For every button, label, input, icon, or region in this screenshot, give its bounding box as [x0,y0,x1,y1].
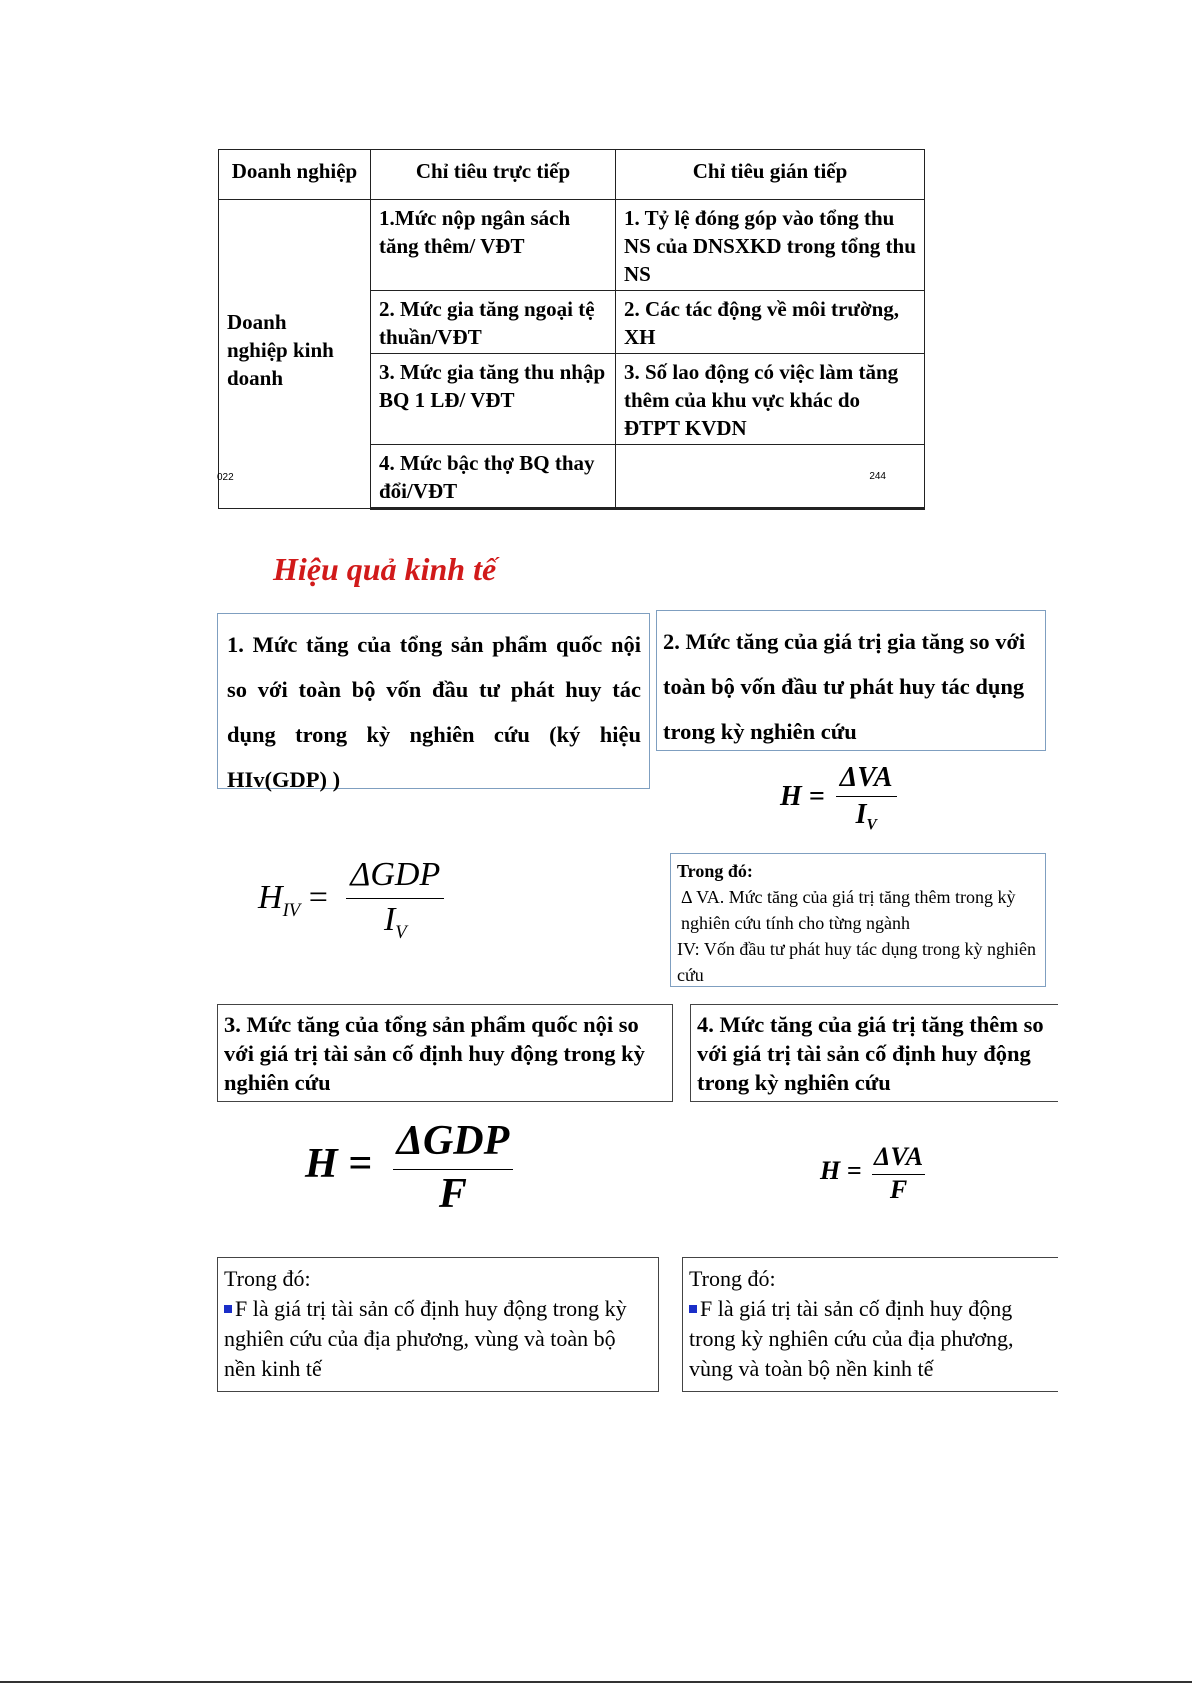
formula-denominator: $I_V$ [855,799,877,834]
group-label: Doanh nghiệp kinh doanh [227,310,334,390]
page-bottom-rule [0,1681,1192,1683]
formula-fraction [872,1142,925,1205]
note-title: Trong đó: [689,1266,776,1291]
indicator-box-1 [217,613,650,792]
formula-lhs: H = [780,780,825,812]
note-line: Δ VA. Mức tăng của giá trị tăng thêm trong kỳ nghiên cứu tính cho từng ngành [681,887,1016,933]
formula-denominator: F [438,1171,467,1217]
note-title: Trong đó: [224,1266,311,1291]
direct-cell: 3. Mức gia tăng thu nhập BQ 1 LĐ/ VĐT [371,354,616,445]
square-bullet-icon [689,1305,697,1313]
note-title: Trong đó: [677,861,753,881]
formula-numerator: ΔGDP [393,1117,514,1170]
indicator-box-2 [656,610,1046,751]
footer-right-number: 244 [869,471,886,482]
note-va-box [670,853,1046,987]
direct-cell: 4. Mức bậc thợ BQ thay đổi/VĐT [371,445,616,509]
table-row [219,200,925,291]
indicator-box-4-text: 4. Mức tăng của giá trị tăng thêm so với giá trị tài sản cố định huy động trong kỳ nghiên cứu [697,1012,1044,1095]
note-line: F là giá trị tài sản cố định huy động trong kỳ nghiên cứu của địa phương, vùng và toàn bộ nền kinh tế [224,1296,627,1381]
group-label-cell [219,200,371,509]
indicator-box-1-text: 1. Mức tăng của tổng sản phẩm quốc nội so với toàn bộ vốn đầu tư phát huy tác dụng trong kỳ nghiên cứu (ký hiệu HIv(GDP) ) [227,632,641,792]
direct-cell: 2. Mức gia tăng ngoại tệ thuần/VĐT [371,291,616,354]
formula-denominator: $I_V$ [383,901,407,943]
square-bullet-icon [224,1305,232,1313]
formula-numerator: ΔGDP [346,856,444,899]
formula-lhs: H = [820,1156,862,1186]
indicator-box-2-text: 2. Mức tăng của giá trị gia tăng so với toàn bộ vốn đầu tư phát huy tác dụng trong kỳ nghiên cứu [663,629,1026,744]
indirect-cell: 1. Tỷ lệ đóng góp vào tổng thu NS của DNSXKD trong tổng thu NS [616,200,925,291]
table-header-row [219,150,925,200]
formula-numerator: ΔVA [836,762,897,797]
formula-denominator: F [889,1175,908,1204]
indirect-cell: 3. Số lao động có việc làm tăng thêm của khu vực khác do ĐTPT KVDN [616,354,925,445]
indicator-box-3-text: 3. Mức tăng của tổng sản phẩm quốc nội so với giá trị tài sản cố định huy động trong kỳ nghiên cứu [224,1012,645,1095]
formula-lhs: $H_{IV}$ = [258,878,328,921]
formula-gdp-iv [258,856,444,944]
indicator-box-3 [217,1004,673,1102]
indirect-cell [616,445,925,509]
direct-cell: 1.Mức nộp ngân sách tăng thêm/ VĐT [371,200,616,291]
note-line: IV: Vốn đầu tư phát huy tác dụng trong kỳ nghiên cứu [677,939,1037,985]
indicator-box-4 [690,1004,1058,1102]
formula-numerator: ΔVA [872,1142,925,1175]
header-enterprise: Doanh nghiệp [219,150,371,200]
formula-gdp-f [305,1117,513,1218]
footer-left-number: 022 [217,472,234,483]
section-title: Hiệu quả kinh tế [273,551,497,587]
formula-fraction [836,762,897,835]
note-f-right-box [682,1257,1058,1392]
note-f-left-box [217,1257,659,1392]
formula-va-f [820,1142,925,1205]
formula-fraction [346,856,444,944]
note-line: F là giá trị tài sản cố định huy động trong kỳ nghiên cứu của địa phương, vùng và toàn bộ nền kinh tế [689,1296,1014,1381]
formula-va-iv [780,762,897,835]
indirect-cell: 2. Các tác động về môi trường, XH [616,291,925,354]
formula-fraction [393,1117,514,1218]
header-direct: Chỉ tiêu trực tiếp [371,150,616,200]
formula-lhs: H = [305,1141,373,1188]
indicator-table [218,149,925,510]
header-indirect: Chỉ tiêu gián tiếp [616,150,925,200]
